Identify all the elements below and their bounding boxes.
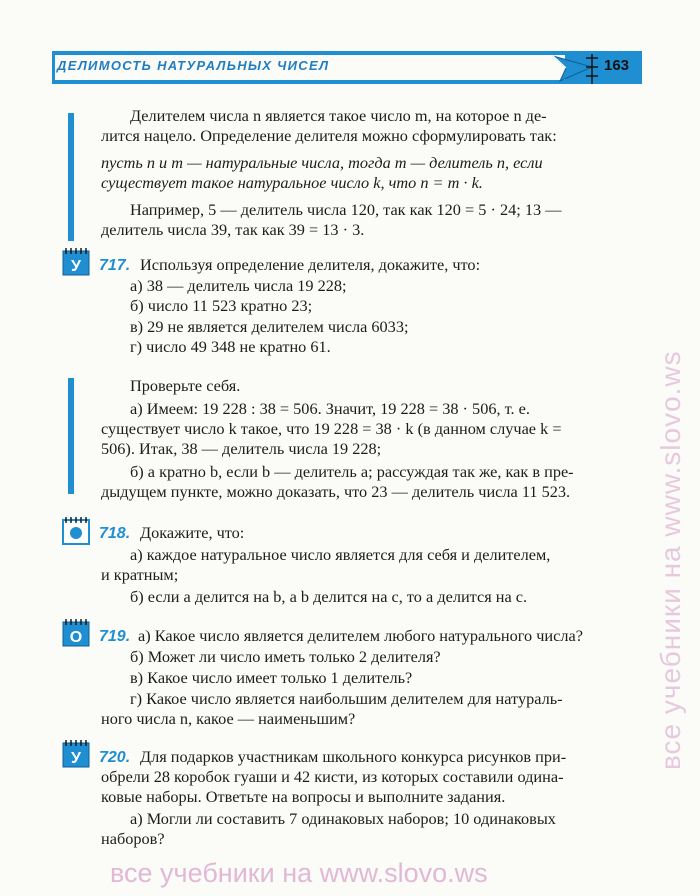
exercise-717-item-b: б) число 11 523 кратно 23;: [130, 296, 313, 315]
exercise-718-number: 718.: [99, 525, 131, 542]
svg-text:У: У: [71, 750, 81, 767]
exercise-719-d-line-2: ного числа n, какое — наименьшим?: [101, 709, 356, 728]
example-line-1: Например, 5 — делитель числа 120, так как 120 = 5 · 24; 13 —: [130, 200, 562, 219]
exercise-719-number: 719.: [99, 628, 131, 645]
exercise-719-c: в) Какое число имеет только 1 делитель?: [130, 668, 413, 687]
intro-line-2: лится нацело. Определение делителя можно сформулировать так:: [101, 126, 557, 145]
exercise-718-a-line-1: а) каждое натуральное число является для себя и делителем,: [130, 545, 551, 564]
check-b-line-2: дыдущем пункте, можно доказать, что 23 — делитель числа 11 523.: [101, 482, 571, 501]
exercise-719-d-line-1: г) Какое число является наибольшим делителем для натураль-: [130, 689, 563, 708]
check-a-line-1: а) Имеем: 19 228 : 38 = 506. Значит, 19 228 = 38 · 506, т. е.: [130, 399, 530, 418]
notepad-u-icon-2: [62, 738, 90, 768]
pointer-arrow-icon: [548, 50, 608, 86]
bottom-watermark: все учебники на www.slovo.ws: [110, 858, 488, 888]
exercise-717-text: Используя определение делителя, докажите, что:: [140, 255, 481, 274]
exercise-717-item-a: а) 38 — делитель числа 19 228;: [130, 276, 347, 295]
notepad-o-icon: [62, 617, 90, 647]
example-line-2: делитель числа 39, так как 39 = 13 · 3.: [101, 220, 365, 239]
page-number: 163: [604, 57, 630, 74]
check-a-line-3: 506). Итак, 38 — делитель числа 19 228;: [101, 439, 382, 458]
exercise-720-line-3: ковые наборы. Ответьте на вопросы и выполните задания.: [101, 787, 506, 806]
exercise-720-number: 720.: [99, 749, 131, 766]
exercise-718-b: б) если a делится на b, а b делится на c, то a делится на c.: [130, 587, 528, 606]
definition-line-2: существует такое натуральное число k, что n = m · k.: [101, 173, 483, 192]
exercise-717-number: 717.: [99, 257, 131, 274]
chapter-title: ДЕЛИМОСТЬ НАТУРАЛЬНЫХ ЧИСЕЛ: [57, 58, 330, 73]
exercise-720-line-2: обрели 28 коробок гуаши и 42 кисти, из которых составили одина-: [101, 767, 564, 786]
exercise-717-item-d: г) число 49 348 не кратно 61.: [130, 337, 331, 356]
side-watermark: все учебники на www.slovo.ws: [655, 350, 686, 770]
exercise-720-a-line-1: а) Могли ли составить 7 одинаковых наборов; 10 одинаковых: [130, 809, 556, 828]
exercise-718-text: Докажите, что:: [140, 523, 245, 542]
exercise-720-line-1: Для подарков участникам школьного конкурса рисунков при-: [140, 747, 567, 766]
theory-margin-bar: [68, 113, 74, 241]
check-a-line-2: существует число k такое, что 19 228 = 38 · k (в данном случае k =: [101, 419, 562, 438]
intro-line-1: Делителем числа n является такое число m, на которое n де-: [130, 106, 547, 125]
exercise-718-a-line-2: и кратным;: [101, 565, 179, 584]
svg-text:О: О: [69, 629, 83, 646]
check-title: Проверьте себя.: [130, 376, 241, 395]
svg-text:У: У: [71, 258, 81, 275]
check-b-line-1: б) a кратно b, если b — делитель a; рассуждая так же, как в пре-: [130, 462, 574, 481]
exercise-720-a-line-2: наборов?: [101, 829, 165, 848]
notepad-dot-icon: [62, 515, 90, 545]
notepad-u-icon: [62, 246, 90, 276]
exercise-719-a: а) Какое число является делителем любого натурального числа?: [138, 626, 583, 645]
exercise-717-item-c: в) 29 не является делителем числа 6033;: [130, 317, 409, 336]
definition-line-1: пусть n и m — натуральные числа, тогда m — делитель n, если: [101, 153, 543, 172]
check-margin-bar: [68, 378, 74, 494]
exercise-719-b: б) Может ли число иметь только 2 делителя?: [130, 647, 441, 666]
